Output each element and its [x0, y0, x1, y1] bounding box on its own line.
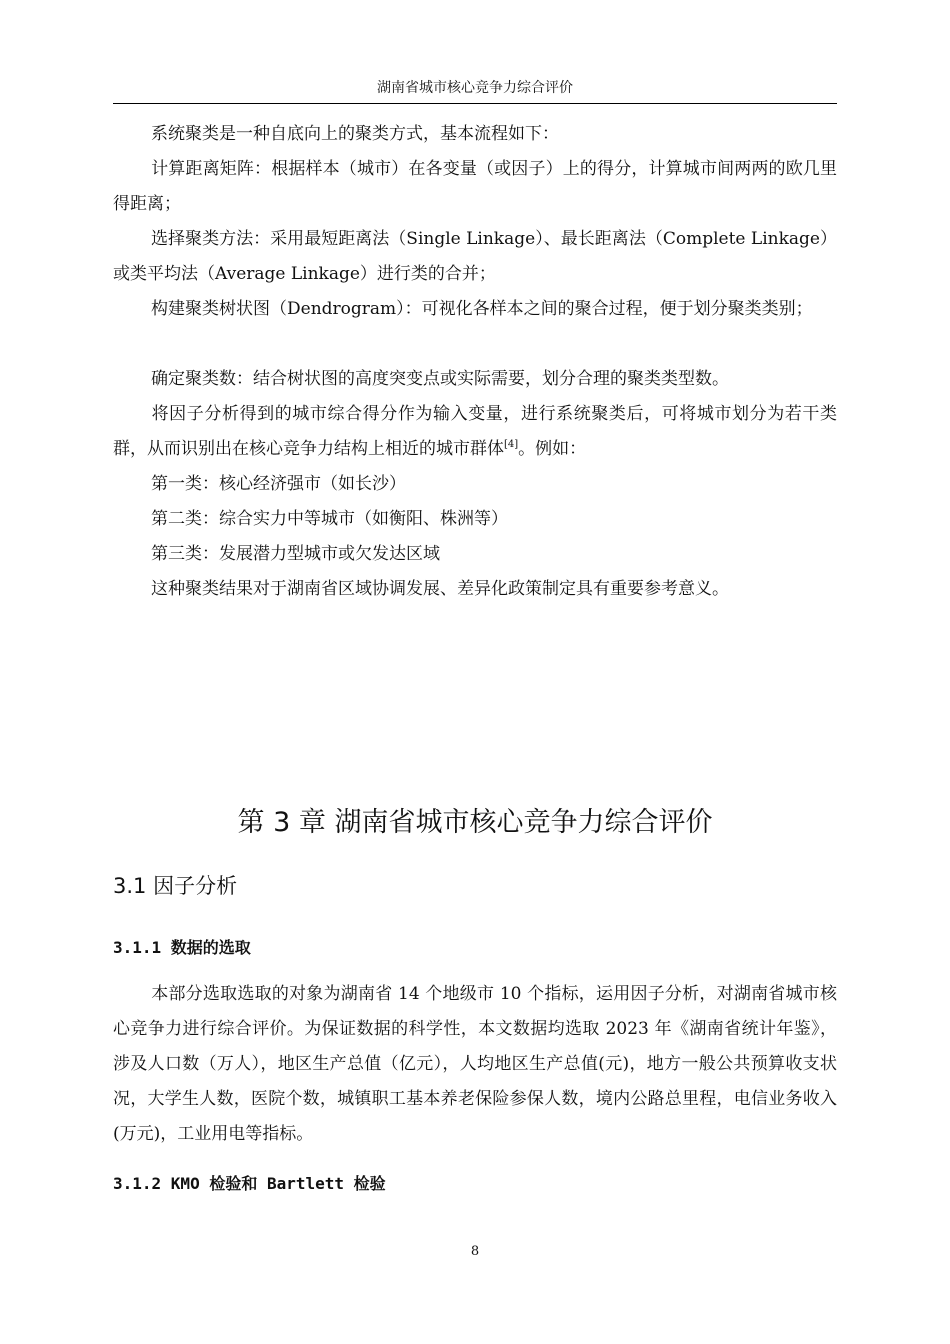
category-item-1: 第一类：核心经济强市（如长沙） [151, 474, 406, 494]
paragraph-step-distance-text: 计算距离矩阵：根据样本（城市）在各变量（或因子）上的得分，计算城市间两两的欧几里得距离； [113, 159, 837, 214]
paragraph-clustering-tail: 。例如： [518, 439, 587, 459]
paragraph-clustering-result [113, 397, 837, 467]
paragraph-step-number-text: 确定聚类数：结合树状图的高度突变点或实际需要，划分合理的聚类类型数。 [151, 369, 729, 389]
category-item-3: 第三类：发展潜力型城市或欠发达区域 [151, 544, 440, 564]
paragraph-significance-text: 这种聚类结果对于湖南省区域协调发展、差异化政策制定具有重要参考意义。 [151, 579, 729, 599]
paragraph-data-selection-text: 本部分选取选取的对象为湖南省 14 个地级市 10 个指标，运用因子分析，对湖南省城市核心竞争力进行综合评价。为保证数据的科学性，本文数据均选取 2023 年《湖南省统计年鉴》，涉及人口数（万人），地区生产总值（亿元），人均地区生产总值(元)，地方一般公共预算收支状况，大学生人数，医院个数，城镇职工基本养老保险参保人数，境内公路总里程，电信业务收入 (万元)，工业用电等指标。 [113, 984, 837, 1144]
paragraph-step-dendrogram-text: 构建聚类树状图（Dendrogram）：可视化各样本之间的聚合过程，便于划分聚类类别； [151, 299, 813, 319]
chapter-title: 第 3 章 湖南省城市核心竞争力综合评价 [237, 807, 713, 838]
paragraph-significance [113, 572, 837, 607]
running-header: 湖南省城市核心竞争力综合评价 [377, 80, 573, 96]
header-divider [113, 103, 837, 104]
category-item-2: 第二类：综合实力中等城市（如衡阳、株洲等） [151, 509, 508, 529]
paragraph-clustering-text: 将因子分析得到的城市综合得分作为输入变量，进行系统聚类后，可将城市划分为若干类群，从而识别出在核心竞争力结构上相近的城市群体 [113, 404, 837, 459]
paragraph-step-number [113, 362, 837, 397]
paragraph-step-method-text: 选择聚类方法：采用最短距离法（Single Linkage）、最长距离法（Complete Linkage）或类平均法（Average Linkage）进行类的合并； [113, 229, 837, 284]
citation-reference: [4] [504, 439, 519, 450]
page-number: 8 [470, 1244, 480, 1259]
paragraph-intro-text: 系统聚类是一种自底向上的聚类方式，基本流程如下： [151, 124, 559, 144]
paragraph-intro [113, 117, 837, 152]
paragraph-step-method [113, 222, 837, 292]
paragraph-data-selection [113, 977, 837, 1152]
section-heading: 3.1 因子分析 [113, 874, 238, 898]
subsection-heading-data-selection: 3.1.1 数据的选取 [113, 938, 251, 957]
subsection-heading-kmo-bartlett: 3.1.2 KMO 检验和 Bartlett 检验 [113, 1174, 386, 1193]
paragraph-step-dendrogram [113, 292, 837, 327]
paragraph-step-distance [113, 152, 837, 222]
